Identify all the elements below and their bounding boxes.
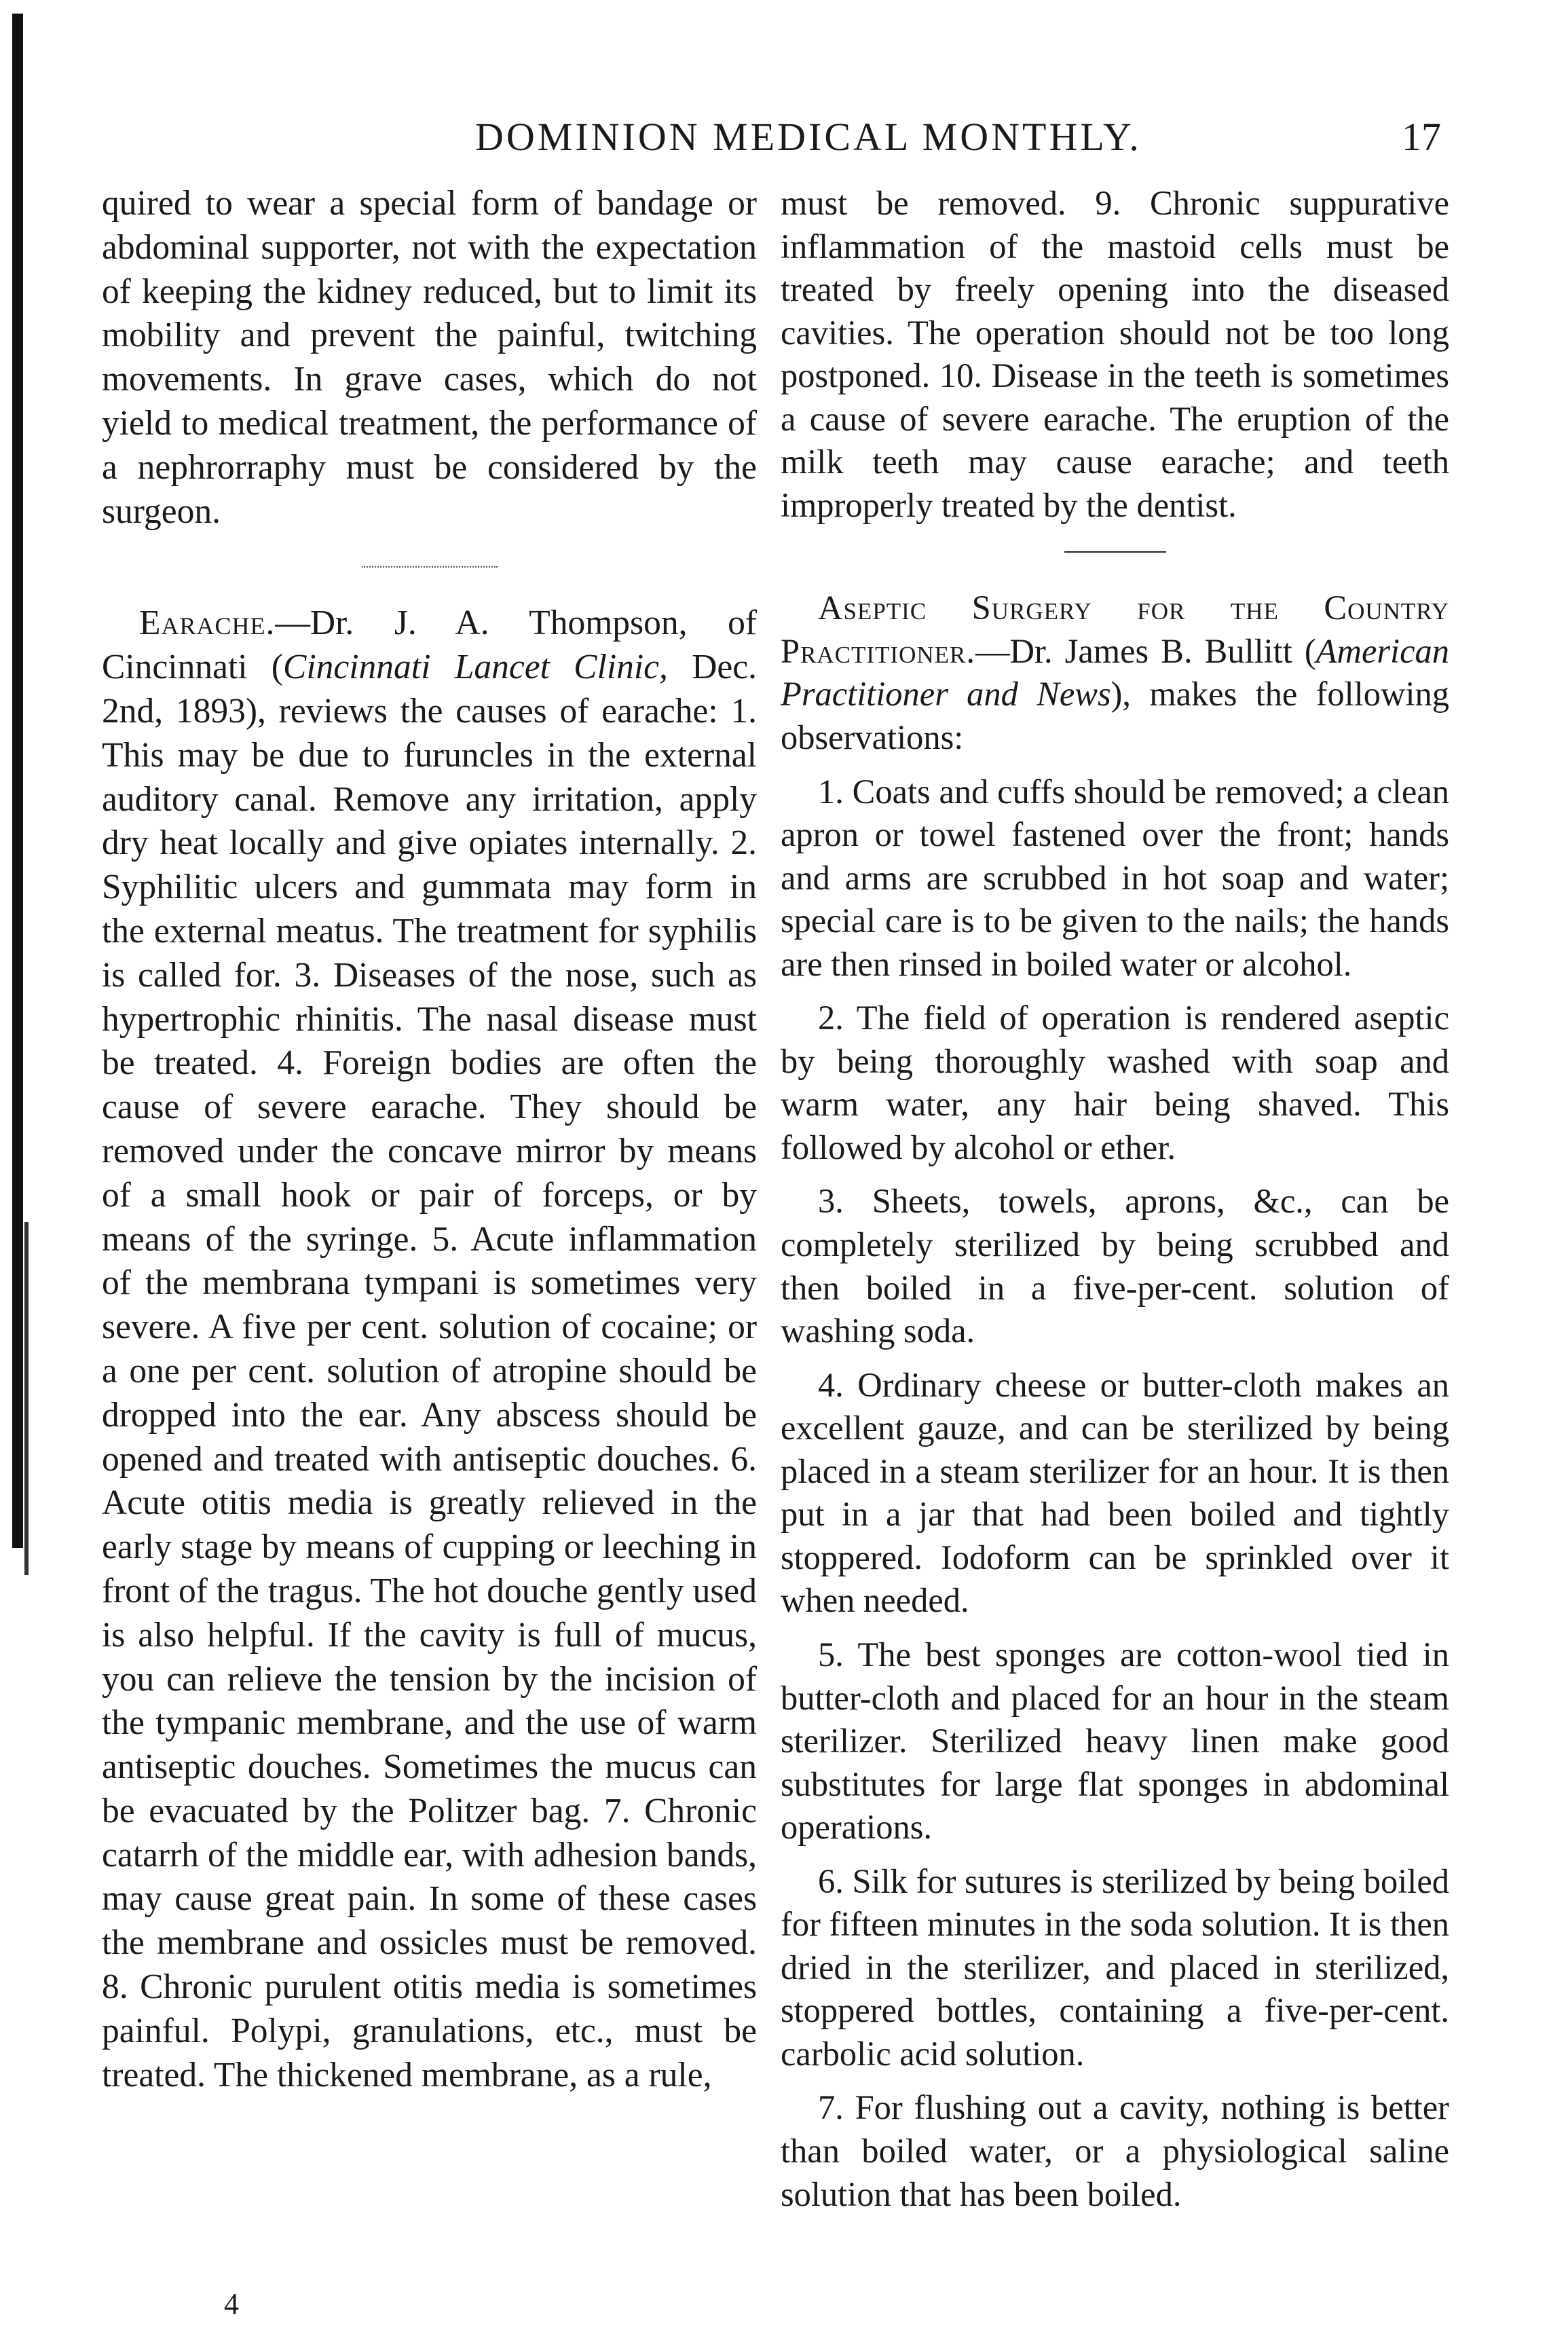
aseptic-heading: Aseptic Surgery for the Country Practitioner. xyxy=(781,589,1449,670)
earache-continuation: must be removed. 9. Chronic suppurative inflammation of the mastoid cells must be treated by freely opening into the diseased cavities. The operation should not be too long postponed. 10. Disease in the teeth is sometimes a cause of severe earache. The eruption of the milk teeth may cause earache; and teeth improperly treated by the dentist. xyxy=(781,184,1449,524)
aseptic-item-4: 4. Ordinary cheese or butter-cloth makes an excellent gauze, and can be sterilized by being placed in a steam sterilizer for an hour. It is then put in a jar that had been boiled and tightly stoppered. Iodoform can be sprinkled over it when needed. xyxy=(781,1365,1449,1620)
binding-edge-shadow xyxy=(24,1222,29,1575)
earache-heading: Earache. xyxy=(139,604,276,643)
left-column xyxy=(102,182,757,2097)
aseptic-source: American Practitioner and News xyxy=(781,631,1449,714)
aseptic-article-intro xyxy=(781,587,1449,759)
running-head: DOMINION MEDICAL MONTHLY. xyxy=(475,115,1142,159)
earache-article xyxy=(102,602,757,2097)
aseptic-item-2: 2. The field of operation is rendered aseptic by being thoroughly washed with soap and warm water, any hair being shaved. This followed by alcohol or ether. xyxy=(781,999,1449,1166)
aseptic-intro: ), makes the following observations: xyxy=(781,675,1449,757)
aseptic-item-7: 7. For flushing out a cavity, nothing is better than boiled water, or a physiological saline solution that has been boiled. xyxy=(781,2088,1449,2213)
folio-number: 4 xyxy=(224,2287,239,2321)
section-divider xyxy=(362,546,498,568)
aseptic-item-6: 6. Silk for sutures is sterilized by being boiled for fifteen minutes in the soda solution. It is then dried in the sterilizer, and placed in sterilized, stoppered bottles, containing a five-per-cent. carbolic acid solution. xyxy=(781,1862,1449,2073)
earache-source: Cincinnati Lancet Clinic, xyxy=(282,648,668,687)
aseptic-item-3: 3. Sheets, towels, aprons, &c., can be completely sterilized by being scrubbed and then boiled in a five-per-cent. solution of washing soda. xyxy=(781,1182,1449,1350)
kidney-paragraph: quired to wear a special form of bandage or abdominal supporter, not with the expectation of keeping the kidney reduced, but to limit its mobility and prevent the painful, twitching movements. In grave cases, which do not yield to medical treatment, the performance of a nephrorraphy must be considered by the surgeon. xyxy=(102,184,757,531)
section-rule xyxy=(1064,551,1166,553)
page-header xyxy=(0,109,1568,163)
aseptic-item-1: 1. Coats and cuffs should be removed; a clean apron or towel fastened over the front; hands and arms are scrubbed in hot soap and water; special care is to be given to the nails; the hands are then rinsed in boiled water or alcohol. xyxy=(781,772,1449,983)
earache-lead: —Dr. J. A. Thompson, of Cincinnati ( xyxy=(102,604,757,687)
right-column xyxy=(781,182,1449,2216)
aseptic-item-5: 5. The best sponges are cotton-wool tied in butter-cloth and placed for an hour in the steam sterilizer. Sterilized heavy linen make good substitutes for large flat sponges in abdominal operations. xyxy=(781,1635,1449,1847)
aseptic-lead: —Dr. James B. Bullitt ( xyxy=(975,631,1316,670)
earache-body: Dec. 2nd, 1893), reviews the causes of earache: 1. This may be due to furuncles in the external auditory canal. Remove any irritation, apply dry heat locally and give opiates internally. 2. Syphilitic ulcers and gummata may form in the external meatus. The treatment for syphilis is called for. 3. Diseases of the nose, such as hypertrophic rhinitis. The nasal disease must be treated. 4. Foreign bodies are often the cause of severe earache. They should be removed under the concave mirror by means of a small hook or pair of forceps, or by means of the syringe. 5. Acute inflammation of the membrana tympani is sometimes very severe. A five per cent. solution of cocaine; or a one per cent. solution of atropine should be dropped into the ear. Any abscess should be opened and treated with antiseptic douches. 6. Acute otitis media is greatly relieved in the early stage by means of cupping or leeching in front of the tragus. The hot douche gently used is also helpful. If the cavity is full of mucus, you can relieve the tension by the incision of the tympanic membrane, and the use of warm antiseptic douches. Sometimes the mucus can be evacuated by the Politzer bag. 7. Chronic catarrh of the middle ear, with adhesion bands, may cause great pain. In some of these cases the membrane and ossicles must be removed. 8. Chronic purulent otitis media is sometimes painful. Polypi, granulations, etc., must be treated. The thickened membrane, as a rule, xyxy=(102,648,757,2094)
binding-edge xyxy=(12,14,23,1548)
page-number: 17 xyxy=(1402,115,1441,159)
